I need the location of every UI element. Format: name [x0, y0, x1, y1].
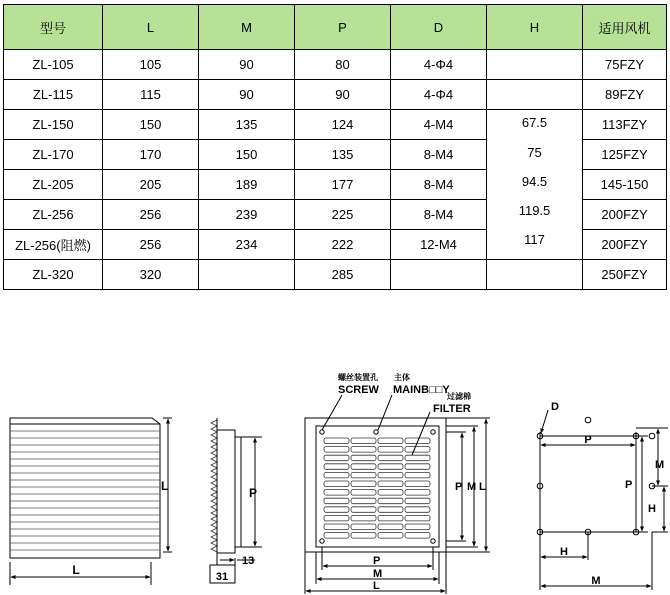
grille-slot — [405, 447, 430, 453]
mount-hole — [649, 433, 655, 439]
grille-slot — [405, 472, 430, 478]
side-view — [10, 418, 172, 585]
front-view — [305, 395, 490, 594]
grille-slot — [324, 447, 349, 453]
h-value: 94.5 — [521, 174, 548, 189]
grille-slot — [405, 507, 430, 513]
header-d: D — [391, 5, 487, 50]
grille-slot — [378, 507, 403, 513]
dim-label-p-hole-side: P — [625, 479, 633, 491]
cell-model: ZL-115 — [4, 80, 103, 110]
grille-slot — [351, 507, 376, 513]
cell-m: 234 — [199, 230, 295, 260]
label-main-cn: 主体 — [394, 373, 410, 382]
grille-slot — [378, 472, 403, 478]
profile-frame — [217, 430, 235, 553]
grille-slot — [351, 447, 376, 453]
grille-slot — [405, 533, 430, 539]
cell-l: 256 — [103, 200, 199, 230]
grille-slot — [324, 464, 349, 470]
grille-slot — [351, 464, 376, 470]
label-filter: FILTER — [433, 403, 471, 415]
screw-hole — [320, 430, 324, 434]
cell-fan: 113FZY — [583, 110, 667, 140]
cell-fan: 89FZY — [583, 80, 667, 110]
screw-hole — [320, 539, 324, 543]
grille-slot — [324, 455, 349, 461]
dim-label-13: 13 — [242, 555, 255, 567]
dim-label-m-front-right: M — [467, 481, 477, 493]
grille-slot — [405, 455, 430, 461]
leader-d — [541, 410, 548, 433]
cell-m: 150 — [199, 140, 295, 170]
cell-fan: 250FZY — [583, 260, 667, 290]
screw-hole — [431, 430, 435, 434]
grille-slot — [351, 472, 376, 478]
dim-label-p-front-bottom: P — [373, 555, 381, 567]
leader-main — [378, 395, 392, 430]
h-value: 67.5 — [521, 115, 548, 130]
grille-slot — [351, 515, 376, 521]
screw-hole — [431, 539, 435, 543]
h-value: 119.5 — [518, 203, 551, 218]
cell-model: ZL-205 — [4, 170, 103, 200]
cell-fan: 145-150 — [583, 170, 667, 200]
grille-slot — [378, 481, 403, 487]
cell-model: ZL-256(阻燃) — [4, 230, 103, 260]
dim-label-h-hole-bottom: H — [560, 546, 568, 558]
grille-slot — [405, 464, 430, 470]
cell-m: 239 — [199, 200, 295, 230]
header-fan: 适用风机 — [583, 5, 667, 50]
cell-model: ZL-150 — [4, 110, 103, 140]
cell-p: 80 — [295, 50, 391, 80]
cell-model: ZL-105 — [4, 50, 103, 80]
grille-slot — [351, 524, 376, 530]
dim-label-31: 31 — [215, 571, 229, 583]
label-main: MAINB□□Y — [393, 384, 450, 396]
h-value: 75 — [527, 145, 542, 160]
hole-view-panel — [540, 436, 636, 532]
grille-slot — [324, 507, 349, 513]
label-filter-cn: 过滤棉 — [447, 392, 471, 401]
header-model: 型号 — [4, 5, 103, 50]
cell-l: 170 — [103, 140, 199, 170]
profile-sawtooth — [211, 420, 217, 552]
grille-slot — [324, 533, 349, 539]
dim-label-m-hole-right: M — [655, 459, 665, 471]
grille-slot — [324, 438, 349, 444]
cell-p: 225 — [295, 200, 391, 230]
dim-label-m-front-bottom: M — [373, 568, 383, 580]
mount-hole — [585, 417, 591, 423]
grille-slot — [324, 498, 349, 504]
grille-slot — [378, 498, 403, 504]
label-d: D — [551, 401, 559, 413]
cell-p: 135 — [295, 140, 391, 170]
cell-p: 285 — [295, 260, 391, 290]
cell-d: 4-Φ4 — [391, 80, 487, 110]
grille-slot — [405, 490, 430, 496]
cell-m: 90 — [199, 50, 295, 80]
grille-slot — [378, 524, 403, 530]
dim-label-l-front-right: L — [479, 481, 486, 493]
cell-d: 8-M4 — [391, 170, 487, 200]
grille-slot — [378, 438, 403, 444]
grille-slot — [405, 515, 430, 521]
cell-m: 135 — [199, 110, 295, 140]
header-h: H — [487, 5, 583, 50]
louver-lines — [10, 431, 160, 550]
side-view-outline — [10, 418, 160, 558]
cell-model: ZL-170 — [4, 140, 103, 170]
leader-screw — [322, 395, 342, 430]
cell-p: 90 — [295, 80, 391, 110]
label-screw-cn: 螺丝装置孔 — [338, 373, 378, 382]
grille-slot — [351, 455, 376, 461]
dim-label-l-vertical: L — [161, 479, 169, 493]
grille-slot — [378, 455, 403, 461]
cell-l: 256 — [103, 230, 199, 260]
dim-label-m-hole-bottom: M — [591, 575, 601, 587]
grille-slot — [405, 481, 430, 487]
grille-slot — [324, 515, 349, 521]
cell-d: 8-M4 — [391, 140, 487, 170]
grille-slot — [351, 438, 376, 444]
grille-slot — [351, 481, 376, 487]
cell-m: 189 — [199, 170, 295, 200]
cell-m: 90 — [199, 80, 295, 110]
grille-slot — [378, 464, 403, 470]
dim-label-l-front-bottom: L — [373, 580, 380, 592]
cell-model: ZL-256 — [4, 200, 103, 230]
cell-fan: 200FZY — [583, 200, 667, 230]
grille-slot — [378, 447, 403, 453]
cell-fan: 125FZY — [583, 140, 667, 170]
dim-label-p-profile: P — [249, 486, 258, 500]
grille-slot — [351, 498, 376, 504]
h-value: 117 — [524, 232, 545, 247]
header-m: M — [199, 5, 295, 50]
grille-slot — [351, 533, 376, 539]
cell-l: 105 — [103, 50, 199, 80]
cell-d: 4-M4 — [391, 110, 487, 140]
dim-label-p-hole-top: P — [584, 434, 592, 446]
cell-l: 205 — [103, 170, 199, 200]
grille-slot — [378, 515, 403, 521]
cell-p: 124 — [295, 110, 391, 140]
screw-hole — [374, 430, 378, 434]
cell-l: 150 — [103, 110, 199, 140]
grille-slot — [351, 490, 376, 496]
grille-slot — [324, 524, 349, 530]
cell-p: 177 — [295, 170, 391, 200]
label-screw: SCREW — [338, 384, 379, 396]
grille-slot — [405, 524, 430, 530]
profile-lip — [235, 437, 241, 547]
grille-slot — [378, 490, 403, 496]
grille-slot — [324, 472, 349, 478]
cell-d: 12-M4 — [391, 230, 487, 260]
grille-slot — [405, 498, 430, 504]
cell-d: 4-Φ4 — [391, 50, 487, 80]
dim-label-p-front-right: P — [455, 481, 463, 493]
grille-slot — [324, 490, 349, 496]
header-p: P — [295, 5, 391, 50]
dim-label-h-hole-right: H — [648, 503, 656, 515]
grille-slot — [324, 481, 349, 487]
cell-fan: 75FZY — [583, 50, 667, 80]
front-grille — [324, 438, 430, 538]
cell-l: 320 — [103, 260, 199, 290]
cell-p: 222 — [295, 230, 391, 260]
cell-d: 8-M4 — [391, 200, 487, 230]
grille-slot — [378, 533, 403, 539]
dim-label-l-horizontal: L — [72, 563, 80, 577]
header-l: L — [103, 5, 199, 50]
hole-view — [537, 410, 668, 590]
cell-fan: 200FZY — [583, 230, 667, 260]
cell-model: ZL-320 — [4, 260, 103, 290]
cell-l: 115 — [103, 80, 199, 110]
